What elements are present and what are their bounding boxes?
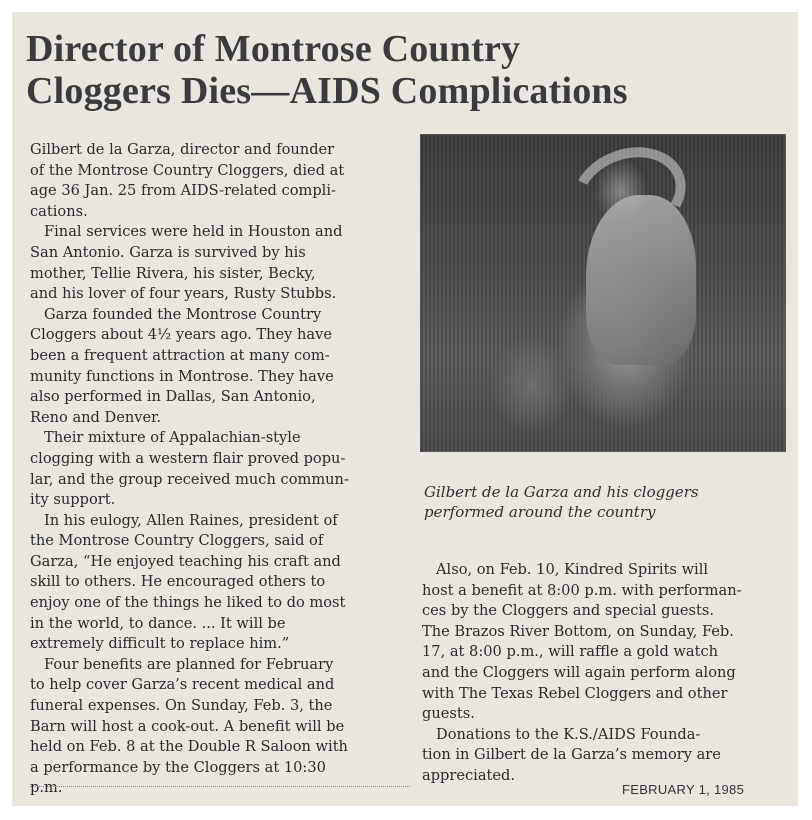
body-line: Their mixture of Appalachian-style — [44, 429, 301, 447]
body-line: Also, on Feb. 10, Kindred Spirits will — [436, 561, 709, 578]
body-line: munity functions in Montrose. They have — [30, 367, 334, 385]
body-line: with The Texas Rebel Cloggers and other — [422, 684, 728, 702]
body-line: enjoy one of the things he liked to do most — [30, 594, 346, 612]
clipping-dotted-edge — [30, 786, 410, 787]
body-line: in the world, to dance. ... It will be — [30, 614, 286, 632]
body-line: p.m. — [30, 779, 63, 797]
newspaper-clipping — [12, 12, 798, 806]
publication-date: FEBRUARY 1, 1985 — [622, 782, 745, 797]
photo-dancer-figure — [586, 195, 696, 365]
body-line: Garza founded the Montrose Country — [44, 305, 322, 323]
body-line: Garza, “He enjoyed teaching his craft and — [30, 552, 341, 570]
body-line: Cloggers about 4½ years ago. They have — [30, 326, 333, 344]
body-line: San Antonio. Garza is survived by his — [30, 243, 306, 261]
headline — [26, 28, 786, 112]
body-line: held on Feb. 8 at the Double R Saloon with — [30, 738, 348, 756]
body-line: Donations to the K.S./AIDS Founda- — [436, 725, 701, 743]
body-line: the Montrose Country Cloggers, said of — [30, 532, 324, 550]
body-line: lar, and the group received much commun- — [30, 470, 349, 488]
body-line: tion in Gilbert de la Garza’s memory are — [422, 746, 721, 764]
headline-line-2: Cloggers Dies—AIDS Complications — [26, 70, 628, 112]
body-line: Barn will host a cook-out. A benefit will be — [30, 717, 345, 735]
body-line: also performed in Dallas, San Antonio, — [30, 388, 316, 406]
article-right-column — [422, 560, 786, 787]
body-line: and his lover of four years, Rusty Stubbs. — [30, 285, 337, 303]
caption-line: Gilbert de la Garza and his cloggers — [424, 483, 699, 501]
body-line: appreciated. — [422, 766, 516, 784]
body-line: extremely difficult to replace him.” — [30, 635, 290, 653]
body-line: The Brazos River Bottom, on Sunday, Feb. — [422, 622, 734, 640]
body-line: a performance by the Cloggers at 10:30 — [30, 758, 326, 776]
body-line: ces by the Cloggers and special guests. — [422, 602, 715, 620]
headline-line-1: Director of Montrose Country — [26, 28, 521, 70]
body-line: ity support. — [30, 491, 116, 509]
body-line: host a benefit at 8:00 p.m. with performan- — [422, 581, 742, 599]
body-line: cations. — [30, 202, 88, 220]
body-line: to help cover Garza’s recent medical and — [30, 676, 335, 694]
body-line: been a frequent attraction at many com- — [30, 346, 330, 364]
body-line: In his eulogy, Allen Raines, president of — [44, 511, 338, 529]
body-line: and the Cloggers will again perform along — [422, 663, 736, 681]
body-line: of the Montrose Country Cloggers, died at — [30, 161, 345, 179]
caption-line: performed around the country — [424, 503, 656, 521]
body-line: clogging with a western flair proved popu- — [30, 449, 346, 467]
article-left-column — [30, 140, 404, 799]
body-line: funeral expenses. On Sunday, Feb. 3, the — [30, 697, 333, 715]
body-line: Final services were held in Houston and — [44, 223, 343, 241]
body-line: 17, at 8:00 p.m., will raffle a gold watch — [422, 643, 719, 661]
photo-caption — [424, 482, 788, 522]
body-line: guests. — [422, 705, 475, 723]
body-line: skill to others. He encouraged others to — [30, 573, 326, 591]
cloggers-photo — [420, 134, 786, 452]
body-line: Four benefits are planned for February — [44, 655, 334, 673]
body-line: age 36 Jan. 25 from AIDS-related compli- — [30, 182, 336, 200]
body-line: mother, Tellie Rivera, his sister, Becky, — [30, 264, 316, 282]
body-line: Gilbert de la Garza, director and founder — [30, 141, 335, 158]
body-line: Reno and Denver. — [30, 408, 162, 426]
